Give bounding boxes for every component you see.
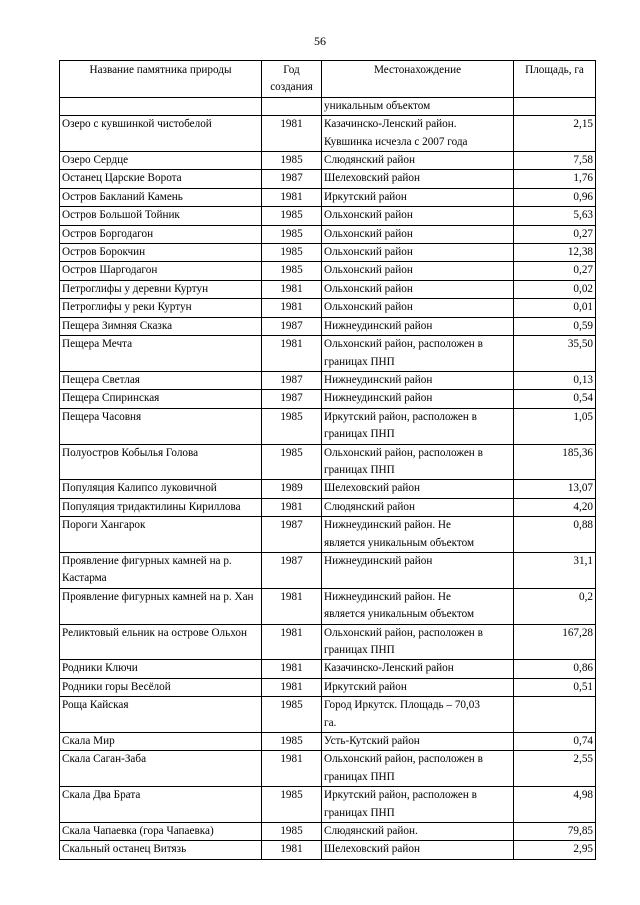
cell-area: 1,76: [514, 170, 596, 188]
cell-location: Ольхонский район, расположен в границах ПНП: [322, 444, 514, 480]
cell-year: 1987: [262, 390, 322, 408]
cell-area: 7,58: [514, 152, 596, 170]
cell-area: 167,28: [514, 624, 596, 660]
table-row: [60, 408, 596, 444]
cell-name: Скальный останец Витязь: [60, 841, 262, 859]
table-row: [60, 371, 596, 389]
table-row: [60, 678, 596, 696]
cell-name: Пещера Светлая: [60, 371, 262, 389]
cell-location: Слюдянский район: [322, 498, 514, 516]
header-location: Местонахождение: [322, 61, 514, 98]
cell-area: 31,1: [514, 552, 596, 588]
header-year: Год создания: [262, 61, 322, 98]
page-number: 56: [314, 34, 326, 48]
cell-name: Остров Боргодагон: [60, 225, 262, 243]
cell-year: 1981: [262, 116, 322, 152]
cell-area: 2,15: [514, 116, 596, 152]
cell-area: 2,55: [514, 751, 596, 787]
cell-name: Остров Большой Тойник: [60, 207, 262, 225]
cell-name: Пещера Зимняя Сказка: [60, 317, 262, 335]
table-row: [60, 480, 596, 498]
table-row: [60, 552, 596, 588]
cell-name: Проявление фигурных камней на р. Хан: [60, 588, 262, 624]
table-row: [60, 624, 596, 660]
table-row: [60, 116, 596, 152]
cell-year: 1989: [262, 480, 322, 498]
cell-area: 0,02: [514, 280, 596, 298]
cell-area: [514, 97, 596, 115]
cell-name: Пороги Хангарок: [60, 517, 262, 553]
cell-location: Ольхонский район: [322, 225, 514, 243]
cell-year: 1981: [262, 678, 322, 696]
table-row: [60, 207, 596, 225]
cell-area: 2,95: [514, 841, 596, 859]
table-row: [60, 751, 596, 787]
cell-year: 1985: [262, 244, 322, 262]
header-name: Название памятника природы: [60, 61, 262, 98]
table-row: [60, 823, 596, 841]
cell-year: 1981: [262, 660, 322, 678]
table-row: [60, 390, 596, 408]
cell-year: 1987: [262, 317, 322, 335]
cell-year: 1985: [262, 697, 322, 733]
cell-area: 1,05: [514, 408, 596, 444]
cell-location: Слюдянский район.: [322, 823, 514, 841]
table-row: [60, 787, 596, 823]
cell-area: 0,96: [514, 188, 596, 206]
cell-area: 0,2: [514, 588, 596, 624]
cell-location: Город Иркутск. Площадь – 70,03 га.: [322, 697, 514, 733]
cell-name: Пещера Мечта: [60, 336, 262, 372]
cell-location: Иркутский район: [322, 678, 514, 696]
cell-location: Ольхонский район, расположен в границах ПНП: [322, 751, 514, 787]
table-row: [60, 588, 596, 624]
cell-year: 1987: [262, 371, 322, 389]
cell-name: [60, 97, 262, 115]
cell-name: Пещера Часовня: [60, 408, 262, 444]
cell-location: Нижнеудинский район: [322, 552, 514, 588]
cell-location: Казачинско-Ленский район: [322, 660, 514, 678]
cell-location: Нижнеудинский район. Не является уникальным объектом: [322, 517, 514, 553]
cell-location: Иркутский район, расположен в границах ПНП: [322, 787, 514, 823]
cell-location: Шелеховский район: [322, 170, 514, 188]
cell-year: 1981: [262, 188, 322, 206]
cell-location: Иркутский район, расположен в границах ПНП: [322, 408, 514, 444]
cell-name: Скала Чапаевка (гора Чапаевка): [60, 823, 262, 841]
cell-area: 13,07: [514, 480, 596, 498]
cell-location: Слюдянский район: [322, 152, 514, 170]
cell-location: уникальным объектом: [322, 97, 514, 115]
cell-area: 0,27: [514, 225, 596, 243]
cell-year: 1985: [262, 152, 322, 170]
cell-area: [514, 697, 596, 733]
cell-year: 1981: [262, 841, 322, 859]
table-row: [60, 280, 596, 298]
cell-area: 0,13: [514, 371, 596, 389]
natural-monuments-table: [59, 60, 596, 860]
cell-year: 1987: [262, 170, 322, 188]
table-row: [60, 244, 596, 262]
cell-area: 12,38: [514, 244, 596, 262]
table-row: [60, 152, 596, 170]
table-row: [60, 841, 596, 859]
cell-area: 5,63: [514, 207, 596, 225]
table-row: [60, 517, 596, 553]
cell-year: 1981: [262, 751, 322, 787]
table-row: [60, 317, 596, 335]
table-row: [60, 188, 596, 206]
table-row: [60, 97, 596, 115]
cell-name: Озеро с кувшинкой чистобелой: [60, 116, 262, 152]
cell-location: Ольхонский район: [322, 207, 514, 225]
cell-area: 0,86: [514, 660, 596, 678]
table-row: [60, 299, 596, 317]
cell-location: Нижнеудинский район: [322, 317, 514, 335]
table-row: [60, 660, 596, 678]
table-row: [60, 697, 596, 733]
header-area: Площадь, га: [514, 61, 596, 98]
table-row: [60, 444, 596, 480]
cell-name: Остров Борокчин: [60, 244, 262, 262]
cell-name: Скала Два Брата: [60, 787, 262, 823]
cell-location: Ольхонский район: [322, 262, 514, 280]
cell-name: Останец Царские Ворота: [60, 170, 262, 188]
cell-area: 0,74: [514, 733, 596, 751]
cell-area: 35,50: [514, 336, 596, 372]
cell-year: 1981: [262, 498, 322, 516]
cell-area: 4,98: [514, 787, 596, 823]
cell-name: Проявление фигурных камней на р. Кастарма: [60, 552, 262, 588]
cell-area: 0,51: [514, 678, 596, 696]
table-row: [60, 225, 596, 243]
cell-location: Иркутский район: [322, 188, 514, 206]
cell-year: 1985: [262, 225, 322, 243]
table-body: [60, 97, 596, 859]
cell-location: Шелеховский район: [322, 480, 514, 498]
cell-area: 0,88: [514, 517, 596, 553]
cell-location: Ольхонский район: [322, 280, 514, 298]
cell-year: 1985: [262, 262, 322, 280]
cell-name: Озеро Сердце: [60, 152, 262, 170]
cell-name: Популяция тридактилины Кириллова: [60, 498, 262, 516]
cell-name: Петроглифы у реки Куртун: [60, 299, 262, 317]
cell-year: 1987: [262, 552, 322, 588]
cell-area: 0,01: [514, 299, 596, 317]
cell-year: 1981: [262, 299, 322, 317]
cell-area: 0,54: [514, 390, 596, 408]
cell-area: 4,20: [514, 498, 596, 516]
cell-year: 1985: [262, 408, 322, 444]
table-row: [60, 170, 596, 188]
table-header-row: [60, 61, 596, 98]
table-row: [60, 733, 596, 751]
cell-year: [262, 97, 322, 115]
cell-year: 1985: [262, 823, 322, 841]
cell-name: Родники Ключи: [60, 660, 262, 678]
cell-location: Казачинско-Ленский район. Кувшинка исчезла с 2007 года: [322, 116, 514, 152]
cell-year: 1985: [262, 207, 322, 225]
cell-location: Усть-Кутский район: [322, 733, 514, 751]
table-row: [60, 262, 596, 280]
cell-name: Остров Шаргодагон: [60, 262, 262, 280]
cell-location: Ольхонский район, расположен в границах ПНП: [322, 336, 514, 372]
cell-area: 0,59: [514, 317, 596, 335]
cell-location: Нижнеудинский район: [322, 390, 514, 408]
cell-name: Пещера Спиринская: [60, 390, 262, 408]
cell-location: Ольхонский район, расположен в границах ПНП: [322, 624, 514, 660]
table-row: [60, 498, 596, 516]
cell-location: Нижнеудинский район: [322, 371, 514, 389]
cell-location: Шелеховский район: [322, 841, 514, 859]
cell-name: Петроглифы у деревни Куртун: [60, 280, 262, 298]
cell-name: Популяция Калипсо луковичной: [60, 480, 262, 498]
cell-name: Роща Кайская: [60, 697, 262, 733]
cell-location: Нижнеудинский район. Не является уникальным объектом: [322, 588, 514, 624]
cell-area: 79,85: [514, 823, 596, 841]
cell-location: Ольхонский район: [322, 299, 514, 317]
cell-year: 1981: [262, 624, 322, 660]
cell-area: 0,27: [514, 262, 596, 280]
cell-year: 1981: [262, 336, 322, 372]
cell-location: Ольхонский район: [322, 244, 514, 262]
cell-year: 1985: [262, 787, 322, 823]
cell-name: Остров Бакланий Камень: [60, 188, 262, 206]
cell-year: 1981: [262, 280, 322, 298]
cell-area: 185,36: [514, 444, 596, 480]
table-row: [60, 336, 596, 372]
cell-name: Скала Саган-Заба: [60, 751, 262, 787]
cell-year: 1987: [262, 517, 322, 553]
cell-year: 1985: [262, 733, 322, 751]
cell-year: 1985: [262, 444, 322, 480]
cell-name: Скала Мир: [60, 733, 262, 751]
cell-year: 1981: [262, 588, 322, 624]
cell-name: Родники горы Весёлой: [60, 678, 262, 696]
cell-name: Реликтовый ельник на острове Ольхон: [60, 624, 262, 660]
cell-name: Полуостров Кобылья Голова: [60, 444, 262, 480]
